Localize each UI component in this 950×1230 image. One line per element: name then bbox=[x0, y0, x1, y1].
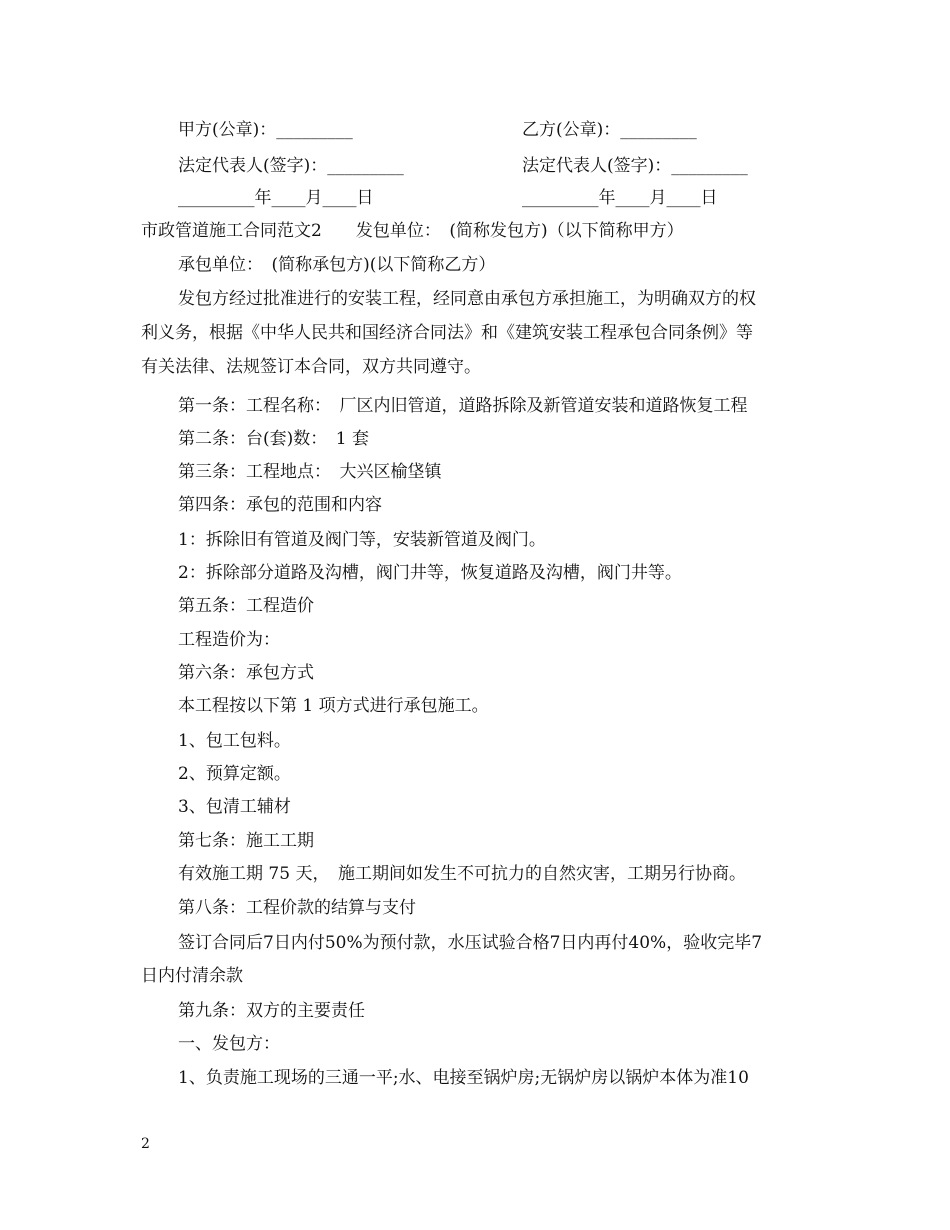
intro-paragraph: 发包方经过批准进行的安装工程，经同意由承包方承担施工，为明确双方的权 bbox=[178, 289, 756, 309]
article-4-item: 1：拆除旧有管道及阀门等，安装新管道及阀门。 bbox=[178, 530, 546, 550]
article-6-item: 2、预算定额。 bbox=[178, 764, 291, 784]
party-b-seal: 乙方(公章)：_________ bbox=[522, 120, 697, 140]
article-2: 第二条：台(套)数： 1 套 bbox=[178, 429, 369, 449]
article-5: 第五条：工程造价 bbox=[178, 596, 314, 616]
party-b-representative: 法定代表人(签字)：_________ bbox=[522, 156, 748, 176]
article-8-text: 日内付清余款 bbox=[141, 966, 243, 986]
article-4: 第四条：承包的范围和内容 bbox=[178, 495, 382, 515]
party-a-representative: 法定代表人(签字)：_________ bbox=[178, 156, 404, 176]
article-3: 第三条：工程地点： 大兴区榆垡镇 bbox=[178, 462, 442, 482]
party-a-seal: 甲方(公章)：_________ bbox=[178, 120, 353, 140]
article-6-item: 3、包清工辅材 bbox=[178, 797, 291, 817]
article-6-text: 本工程按以下第 1 项方式进行承包施工。 bbox=[178, 696, 489, 716]
article-8: 第八条：工程价款的结算与支付 bbox=[178, 898, 416, 918]
article-9: 第九条：双方的主要责任 bbox=[178, 1001, 365, 1021]
contractor-line: 承包单位： (简称承包方)(以下简称乙方） bbox=[178, 255, 496, 275]
article-6: 第六条：承包方式 bbox=[178, 663, 314, 683]
article-8-text: 签订合同后7日内付50%为预付款，水压试验合格7日内再付40%，验收完毕7 bbox=[178, 933, 763, 953]
article-9-item: 1、负责施工现场的三通一平;水、电接至锅炉房;无锅炉房以锅炉本体为准10 bbox=[178, 1068, 749, 1088]
intro-paragraph: 有关法律、法规签订本合同，双方共同遵守。 bbox=[141, 357, 481, 377]
article-4-item: 2：拆除部分道路及沟槽，阀门井等，恢复道路及沟槽，阀门井等。 bbox=[178, 563, 682, 583]
party-a-date: _________年____月____日 bbox=[178, 188, 374, 208]
intro-paragraph: 利义务，根据《中华人民共和国经济合同法》和《建筑安装工程承包合同条例》等 bbox=[141, 323, 753, 343]
article-7-text: 有效施工期 75 天， 施工期间如发生不可抗力的自然灾害，工期另行协商。 bbox=[178, 864, 746, 884]
article-9-section: 一、发包方： bbox=[178, 1034, 280, 1054]
page-number: 2 bbox=[141, 1136, 150, 1152]
article-7: 第七条：施工工期 bbox=[178, 831, 314, 851]
article-5-text: 工程造价为： bbox=[178, 630, 280, 650]
party-b-date: _________年____月____日 bbox=[522, 188, 718, 208]
article-6-item: 1、包工包料。 bbox=[178, 731, 291, 751]
article-1: 第一条：工程名称： 厂区内旧管道，道路拆除及新管道安装和道路恢复工程 bbox=[178, 396, 748, 416]
title-line: 市政管道施工合同范文2 发包单位： (简称发包方)（以下简称甲方） bbox=[141, 221, 684, 241]
